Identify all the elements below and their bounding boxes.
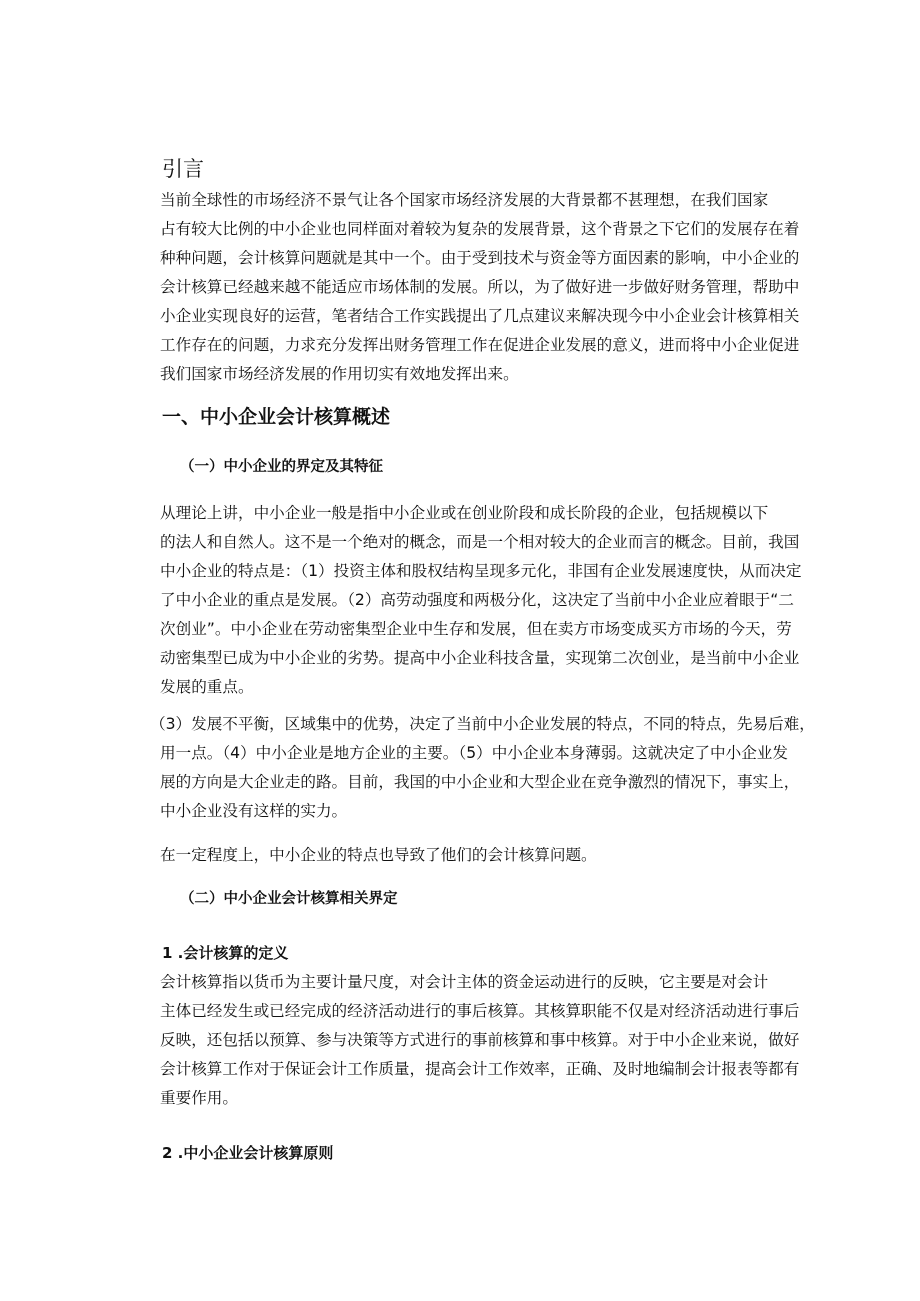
paragraph-line: 展的方向是大企业走的路。目前，我国的中小企业和大型企业在竞争激烈的情况下，事实上， (160, 773, 800, 791)
sub1-paragraph-1 (160, 499, 801, 702)
paragraph-line: 占有较大比例的中小企业也同样面对着较为复杂的发展背景，这个背景之下它们的发展存在着 (160, 220, 800, 238)
section1-heading: 一、中小企业会计核算概述 (162, 406, 391, 428)
sub1-heading: （一）中小企业的界定及其特征 (180, 459, 383, 475)
paragraph-line: 主体已经发生或已经完成的经济活动进行的事后核算。其核算职能不仅是对经济活动进行事后 (160, 1002, 800, 1020)
paragraph-line: 从理论上讲，中小企业一般是指中小企业或在创业阶段和成长阶段的企业，包括规模以下 (160, 504, 769, 522)
paragraph-line: 会计核算工作对于保证会计工作质量，提高会计工作效率，正确、及时地编制会计报表等都有 (160, 1060, 800, 1078)
sub1-paragraph-3 (160, 841, 597, 870)
paragraph-line: 在一定程度上，中小企业的特点也导致了他们的会计核算问题。 (160, 846, 597, 864)
sub1-paragraph-2 (150, 710, 815, 826)
paragraph-line: 的法人和自然人。这不是一个绝对的概念，而是一个相对较大的企业而言的概念。目前，我国 (160, 533, 800, 551)
paragraph-line: 用一点。（4）中小企业是地方企业的主要。（5）中小企业本身薄弱。这就决定了中小企业发 (160, 744, 788, 762)
item1-paragraph (160, 968, 799, 1113)
paragraph-line: 当前全球性的市场经济不景气让各个国家市场经济发展的大背景都不甚理想，在我们国家 (160, 191, 769, 209)
paragraph-line: 中小企业没有这样的实力。 (160, 802, 348, 820)
paragraph-line: 了中小企业的重点是发展。（2）高劳动强度和两极分化，这决定了当前中小企业应着眼于“二 (160, 591, 794, 609)
paragraph-line: 我们国家市场经济发展的作用切实有效地发挥出来。 (160, 365, 519, 383)
paragraph-line: 会计核算已经越来越不能适应市场体制的发展。所以，为了做好进一步做好财务管理，帮助中 (160, 278, 800, 296)
paragraph-line: 重要作用。 (160, 1089, 238, 1107)
sub2-heading: （二）中小企业会计核算相关界定 (180, 891, 398, 907)
paragraph-line: 发展的重点。 (160, 678, 254, 696)
intro-paragraph (160, 186, 799, 389)
paragraph-line: （3）发展不平衡，区域集中的优势，决定了当前中小企业发展的特点，不同的特点，先易后难， (150, 715, 815, 733)
paragraph-line: 工作存在的问题，力求充分发挥出财务管理工作在促进企业发展的意义，进而将中小企业促进 (160, 336, 800, 354)
paragraph-line: 小企业实现良好的运营，笔者结合工作实践提出了几点建议来解决现今中小企业会计核算相关 (160, 307, 800, 325)
paragraph-line: 次创业”。中小企业在劳动密集型企业中生存和发展，但在卖方市场变成买方市场的今天，劳 (160, 620, 792, 638)
paragraph-line: 反映，还包括以预算、参与决策等方式进行的事前核算和事中核算。对于中小企业来说，做好 (160, 1031, 800, 1049)
paragraph-line: 动密集型已成为中小企业的劣势。提高中小企业科技含量，实现第二次创业，是当前中小企业 (160, 649, 800, 667)
paragraph-line: 会计核算指以货币为主要计量尺度，对会计主体的资金运动进行的反映，它主要是对会计 (160, 973, 769, 991)
paragraph-line: 种种问题，会计核算问题就是其中一个。由于受到技术与资金等方面因素的影响，中小企业的 (160, 249, 800, 267)
item1-heading: 1 .会计核算的定义 (162, 944, 289, 962)
paragraph-line: 中小企业的特点是：（1）投资主体和股权结构呈现多元化，非国有企业发展速度快，从而决定 (160, 562, 802, 580)
intro-heading: 引言 (162, 157, 204, 181)
item2-heading: 2 .中小企业会计核算原则 (162, 1144, 334, 1162)
